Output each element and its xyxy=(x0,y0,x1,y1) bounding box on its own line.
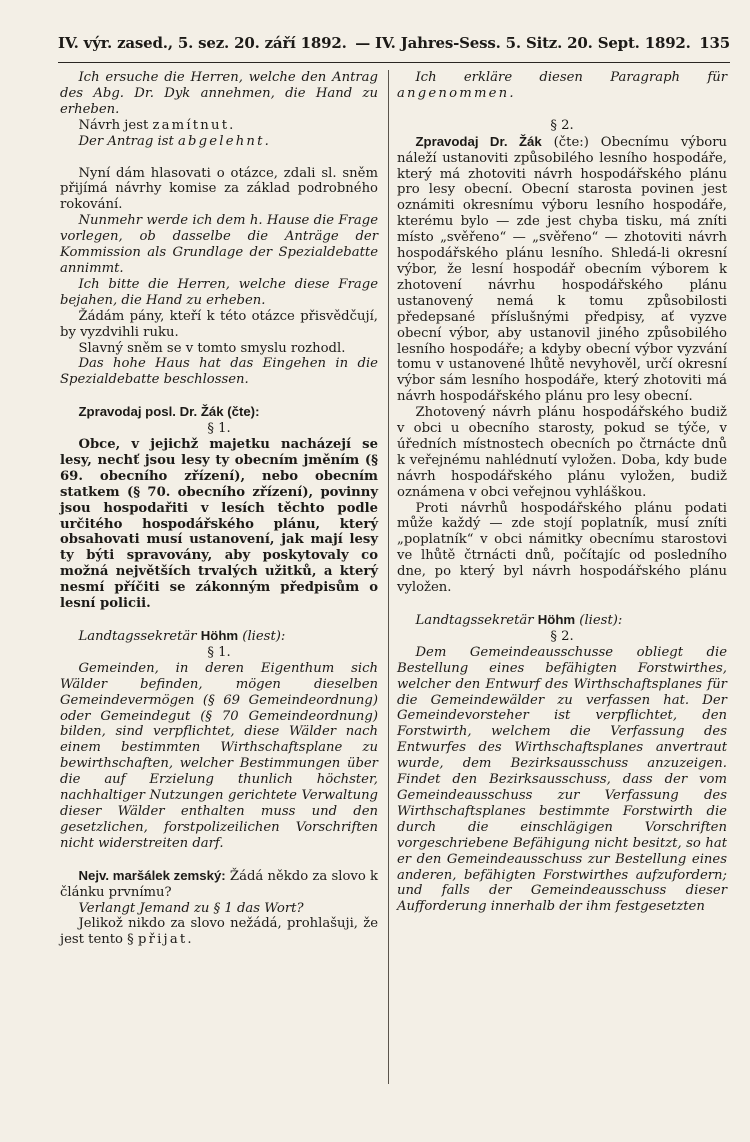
paragraph-text: Dem Gemeindeausschusse obliegt die Bestellung eines befähigten Forstwirthes, welcher den Entwurf des Wirthschaftsplanes für die Gemeindewälder zu verfassen hat. Der Gemeindevorsteher ist verpflichtet, den Forstwirth, welchem die Verfassung des Entwurfes des Wirthschaftsplanes anvertraut wurde, dem Bezirksausschuss anzuzeigen. Findet den Bezirksausschuss, dass der vom Gemeindeausschuss zur Verfassung des Wirthschaftsplanes bestimmte Forstwirth die durch die einschlägigen Vorschriften vorgeschriebene Befähigung nicht besitzt, so hat er den Gemeindeausschuss zur Bestellung eines anderen, befähigten Forstwirthes aufzufordern; und falls der Gemeindeausschuss dieser Aufforderung innerhalb der ihm festgesetzten xyxy=(397,644,727,915)
emphasized-word: abgelehnt. xyxy=(177,133,271,149)
speaker-name: Zpravodaj posl. Dr. Žák (čte): xyxy=(78,404,260,420)
header-german: — IV. Jahres-Sess. 5. Sitz. 20. Sept. 1892. xyxy=(355,34,691,52)
header-czech: IV. výr. zased., 5. sez. 20. září 1892. xyxy=(58,34,347,52)
speaker-name: Nejv. maršálek zemský: xyxy=(78,867,226,883)
czech-paragraph xyxy=(60,166,378,214)
german-paragraph xyxy=(60,356,378,388)
header-rule xyxy=(58,62,730,63)
paragraph-text: Zhotovený návrh plánu hospodářského budiž v obci u obecního starosty, pokud se týče, v úředních místnostech obecních po čtrnácte dnů k veřejnému nahlédnutí vyložen. Doba, kdy bude návrh hospodářského plánu vyložen, budiž oznámena v obci veřejnou vyhláškou. xyxy=(397,405,727,500)
paragraph-text: Jelikož nikdo za slovo nežádá, prohlašuji, že jest tento § xyxy=(60,916,378,948)
page-header xyxy=(58,34,730,60)
paragraph-text: Gemeinden, in deren Eigenthum sich Wälder befinden, mögen dieselben Gemeindevermögen (§ 69 Gemeindeordnung) oder Gemeindegut (§ 70 Gemeindeordnung) bilden, sind verpflichtet, diese Wälder nach einem bestimmten Wirthschaftsplane zu bewirthschaften, welcher Bestimmungen über die auf Erzielung thunlich höchster, nachhaltiger Nutzungen gerichtete Verwaltung dieser Wälder enthalten muss und den gesetzlichen, forstpolizeilichen Vorschriften nicht widerstreiten darf. xyxy=(60,660,378,851)
czech-paragraph xyxy=(397,501,727,596)
paragraph-text: Ich ersuche die Herren, welche den Antrag des Abg. Dr. Dyk annehmen, die Hand zu erheben. xyxy=(60,70,378,117)
emphasized-word: angenommen. xyxy=(397,85,516,101)
paragraph-text: Ich erkläre diesen Paragraph für xyxy=(415,70,727,85)
speaker-name: Höhm xyxy=(200,628,239,643)
speaker-action: (liest): xyxy=(238,629,286,644)
paragraph-text: Obce, v jejichž majetku nacházejí se lesy, nechť jsou lesy ty obecním jměním (§ 69. obecního zřízení), nebo obecním statkem (§ 70. obecního zřízení), povinny jsou hospodařiti v lesích těchto podle určitého hospodářského plánu, který obsahovati musí ustanovení, jak mají lesy ty býti spravovány, aby poskytovaly co možná největších trvalých užitků, a který nesmí příčiti se zákonným předpisům o lesní policii. xyxy=(60,437,378,612)
german-paragraph xyxy=(397,70,727,102)
german-paragraph xyxy=(60,134,378,150)
emphasized-word: přijat. xyxy=(137,932,194,948)
speaker-role: Landtagssekretär xyxy=(415,613,538,628)
speech-paragraph xyxy=(60,868,378,901)
speaker-action: (liest): xyxy=(575,613,623,628)
german-paragraph xyxy=(60,70,378,118)
speaker-name: Zpravodaj Dr. Žák xyxy=(415,133,542,149)
paragraph-spacer xyxy=(397,596,727,612)
paragraph-text: Verlangt Jemand zu § 1 das Wort? xyxy=(78,900,304,916)
paragraph-spacer xyxy=(60,612,378,628)
paragraph-text: Nunmehr werde ich dem h. Hause die Frage vorlegen, ob dasselbe die Anträge der Kommission als Grundlage der Spezialdebatte annimmt. xyxy=(60,213,378,276)
german-paragraph xyxy=(60,277,378,309)
page-number: 135 xyxy=(699,34,730,52)
section-heading: § 2. xyxy=(550,117,574,133)
german-paragraph xyxy=(60,901,378,917)
paragraph-text: Slavný sněm se v tomto smyslu rozhodl. xyxy=(78,340,346,356)
speaker-line xyxy=(60,404,378,421)
czech-paragraph xyxy=(397,405,727,500)
german-paragraph xyxy=(397,645,727,915)
german-paragraph xyxy=(60,213,378,277)
czech-paragraph xyxy=(60,118,378,134)
speech-text: Žádá někdo za slovo k článku prvnímu? xyxy=(60,868,379,900)
section-heading: § 1. xyxy=(207,421,231,437)
speaker-role: Landtagssekretär xyxy=(78,629,201,644)
paragraph-spacer xyxy=(60,150,378,166)
right-column xyxy=(397,70,727,915)
czech-paragraph xyxy=(60,916,378,948)
czech-paragraph xyxy=(60,309,378,341)
paragraph-spacer xyxy=(397,102,727,118)
paragraph-text: Nyní dám hlasovati o otázce, zdali sl. sněm přijímá návrhy komise za základ podrobného rokování. xyxy=(60,165,378,213)
german-paragraph xyxy=(60,661,378,852)
section-heading: § 2. xyxy=(550,628,574,644)
section-heading: § 1. xyxy=(207,644,231,660)
czech-paragraph xyxy=(60,437,378,612)
paragraph-text: Žádám pány, kteří k této otázce přisvědčují, by vyzdvihli ruku. xyxy=(60,308,378,340)
paragraph-text: Návrh jest xyxy=(78,117,153,133)
column-divider xyxy=(388,70,389,1084)
speaker-line xyxy=(397,612,727,629)
speaker-name: Höhm xyxy=(537,612,576,627)
paragraph-spacer xyxy=(60,388,378,404)
speaker-line xyxy=(60,628,378,645)
emphasized-word: zamítnut. xyxy=(152,117,236,133)
left-column xyxy=(60,70,378,948)
paragraph-text: Das hohe Haus hat das Eingehen in die Spezialdebatte beschlossen. xyxy=(60,356,378,388)
paragraph-text: Proti návrhů hospodářského plánu podati může každý — zde stojí poplatník, musí zníti „poplatník“ v obci námitky obecnímu starostovi ve lhůtě čtrnácti dnů, počítajíc od posledního dne, po který byl návrh hospodářského plánu vyložen. xyxy=(397,500,727,596)
czech-paragraph xyxy=(60,341,378,357)
paragraph-text: Der Antrag ist xyxy=(78,133,178,149)
speech-paragraph xyxy=(397,134,727,405)
speech-text: (čte:) Obecnímu výboru náleží ustanoviti způsobilého lesního hospodáře, který má zhotoviti návrh hospodářského plánu pro lesy obecní. Obecní starosta povinen jest oznámiti okresnímu výboru lesního hospodáře, kterému bylo — zde jest chyba tisku, má zníti místo „svěřeno“ — „svěřeno“ — zhotoviti návrh hospodářského plánu lesního. Shledá-li okresní výbor, že lesní hospodář obecním výborem k zhotovení návrhu hospodářského plánu ustanovený nemá k tomu způsobilosti předepsané příslušnými předpisy, ať vyzve obecní výbor, aby ustanovil jiného způsobilého lesního hospodáře; a kdyby obecní výbor vyzvání tomu v ustanovené lhůtě nevyhověl, určí okresní výbor sám lesního hospodáře, který zhotoviti má návrh hospodářského plánu pro lesy obecní. xyxy=(397,134,727,405)
paragraph-text: Ich bitte die Herren, welche diese Frage bejahen, die Hand zu erheben. xyxy=(60,276,378,308)
paragraph-spacer xyxy=(60,852,378,868)
